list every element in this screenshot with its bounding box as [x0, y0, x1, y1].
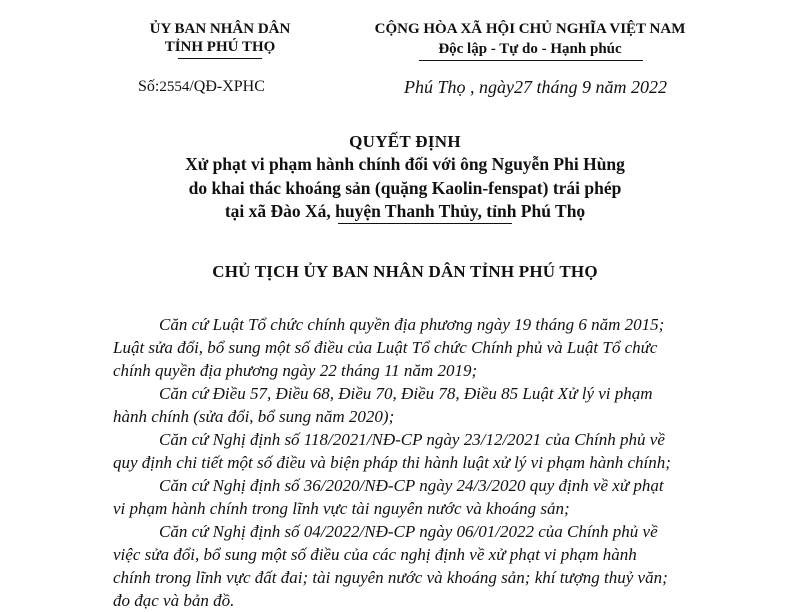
decision-subtitle-line1: Xử phạt vi phạm hành chính đối với ông Nguyễn Phi Hùng: [185, 154, 625, 174]
title-underline: [338, 223, 512, 224]
body-line: Căn cứ Nghị định số 04/2022/NĐ-CP ngày 06/01/2022 của Chính phủ về: [159, 522, 658, 541]
agency-underline: [178, 58, 262, 59]
body-line: Luật sửa đổi, bổ sung một số điều của Luật Tổ chức Chính phủ và Luật Tổ chức: [113, 338, 658, 357]
body-line: Căn cứ Nghị định số 36/2020/NĐ-CP ngày 24/3/2020 quy định về xử phạt: [159, 476, 664, 495]
body-line: Căn cứ Nghị định số 118/2021/NĐ-CP ngày 23/12/2021 của Chính phủ về: [159, 430, 665, 449]
decision-subtitle-line2: do khai thác khoáng sản (quặng Kaolin-fenspat) trái phép: [188, 178, 622, 198]
body-line: quy định chi tiết một số điều và biện pháp thi hành luật xử lý vi phạm hành chính;: [113, 453, 671, 472]
motto-underline: [419, 60, 643, 61]
agency-name-line2: TỈNH PHÚ THỌ: [164, 39, 276, 55]
body-line: hành chính (sửa đổi, bổ sung năm 2020);: [113, 407, 395, 426]
body-line: Căn cứ Luật Tổ chức chính quyền địa phương ngày 19 tháng 6 năm 2015;: [159, 315, 665, 334]
body-line: Căn cứ Điều 57, Điều 68, Điều 70, Điều 78, Điều 85 Luật Xử lý vi phạm: [159, 384, 653, 403]
body-line: chính quyền địa phương ngày 22 tháng 11 năm 2019;: [113, 361, 478, 380]
doc-number-prefix: Số:: [138, 78, 160, 95]
document-number: [138, 78, 265, 96]
agency-name-line1: ỦY BAN NHÂN DÂN: [149, 21, 291, 37]
body-line: việc sửa đổi, bổ sung một số điều của các nghị định về xử phạt vi phạm hành: [113, 545, 637, 564]
decision-title: QUYẾT ĐỊNH: [349, 132, 461, 151]
body-line: chính trong lĩnh vực đất đai; tài nguyên nước và khoáng sản; khí tượng thuỷ văn;: [113, 568, 668, 587]
body-line: đo đạc và bản đồ.: [113, 591, 235, 610]
nation-name: CỘNG HÒA XÃ HỘI CHỦ NGHĨA VIỆT NAM: [374, 21, 686, 37]
doc-number-suffix: /QĐ-XPHC: [189, 78, 265, 95]
body-line: vi phạm hành chính trong lĩnh vực tài nguyên nước và khoáng sản;: [113, 499, 570, 518]
national-motto: Độc lập - Tự do - Hạnh phúc: [438, 41, 622, 57]
doc-number-value: 2554: [159, 79, 190, 95]
legal-basis-body: [113, 313, 743, 612]
issuer-heading: CHỦ TỊCH ỦY BAN NHÂN DÂN TỈNH PHÚ THỌ: [212, 262, 598, 281]
place-date: Phú Thọ , ngày27 tháng 9 năm 2022: [404, 77, 667, 97]
decision-subtitle-line3: tại xã Đào Xá, huyện Thanh Thủy, tỉnh Phú Thọ: [224, 201, 586, 221]
